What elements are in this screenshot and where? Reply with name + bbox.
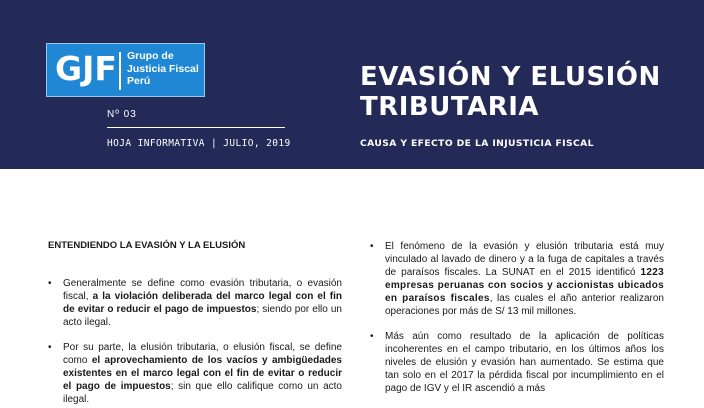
bold-text: 1223 empresas peruanas con socios y accionistas ubicados en paraísos fiscales bbox=[385, 267, 664, 304]
bold-text: el aprovechamiento de los vacíos y ambigüedades existentes en el marco legal con el fin de evitar o reducir el pago de impuestos bbox=[63, 355, 342, 392]
logo-divider bbox=[119, 52, 121, 90]
header-banner bbox=[0, 0, 704, 169]
gjf-logo bbox=[46, 43, 205, 97]
list-item bbox=[46, 277, 342, 329]
header-divider bbox=[107, 127, 285, 128]
paragraph bbox=[63, 277, 342, 329]
logo-name bbox=[127, 50, 205, 88]
left-column bbox=[46, 277, 342, 408]
text-run: ; sin que ello califique como un acto ilegal. bbox=[63, 381, 342, 405]
page-subtitle: CAUSA Y EFECTO DE LA INJUSTICIA FISCAL bbox=[360, 138, 594, 149]
title-line: EVASIÓN Y ELUSIÓN bbox=[360, 62, 661, 92]
list-item bbox=[46, 341, 342, 406]
issue-number: Nº 03 bbox=[107, 109, 137, 120]
text-run: Más aún como resultado de la aplicación de políticas incoherentes en el campo tributario, en los últimos años los niveles de elusión y evasión han aumentado. Se estima que tan solo en el 2017 la pérdida fiscal por incumplimiento en el pago de IGV y el IR ascendió a más bbox=[385, 331, 664, 394]
paragraph bbox=[385, 240, 664, 318]
section-heading: ENTENDIENDO LA EVASIÓN Y LA ELUSIÓN bbox=[48, 240, 246, 251]
text-run: Generalmente se define como evasión tributaria, o evasión fiscal, bbox=[63, 278, 342, 302]
title-line: TRIBUTARIA bbox=[360, 92, 540, 122]
text-run: El fenómeno de la evasión y elusión tributaria está muy vinculado al lavado de dinero y a la fuga de capitales a través de paraísos fiscales. La SUNAT en el 2015 identificó bbox=[385, 241, 664, 278]
paragraph bbox=[63, 341, 342, 406]
bold-text: a la violación deliberada del marco legal con el fin de evitar o reducir el pago de impuestos bbox=[63, 291, 342, 315]
right-column bbox=[368, 240, 664, 407]
list-item bbox=[368, 240, 664, 318]
logo-name-line: Justicia Fiscal bbox=[127, 62, 199, 75]
document-type-date: HOJA INFORMATIVA | JULIO, 2019 bbox=[107, 138, 291, 149]
logo-mark: GJF bbox=[55, 49, 117, 88]
bullet-marker: • bbox=[48, 342, 52, 353]
list-item bbox=[368, 330, 664, 395]
paragraph bbox=[385, 330, 664, 395]
bullet-marker: • bbox=[370, 331, 374, 342]
bullet-marker: • bbox=[370, 241, 374, 252]
page-title bbox=[360, 62, 690, 122]
text-run: , las cuales el año anterior realizaron operaciones por más de S/ 13 mil millones. bbox=[385, 293, 664, 317]
logo-name-line: Perú bbox=[127, 75, 151, 87]
bullet-marker: • bbox=[48, 278, 52, 289]
text-run: Por su parte, la elusión tributaria, o elusión fiscal, se define como bbox=[63, 342, 342, 366]
logo-name-line: Grupo de bbox=[127, 50, 174, 62]
text-run: ; siendo por ello un acto ilegal. bbox=[63, 304, 342, 328]
